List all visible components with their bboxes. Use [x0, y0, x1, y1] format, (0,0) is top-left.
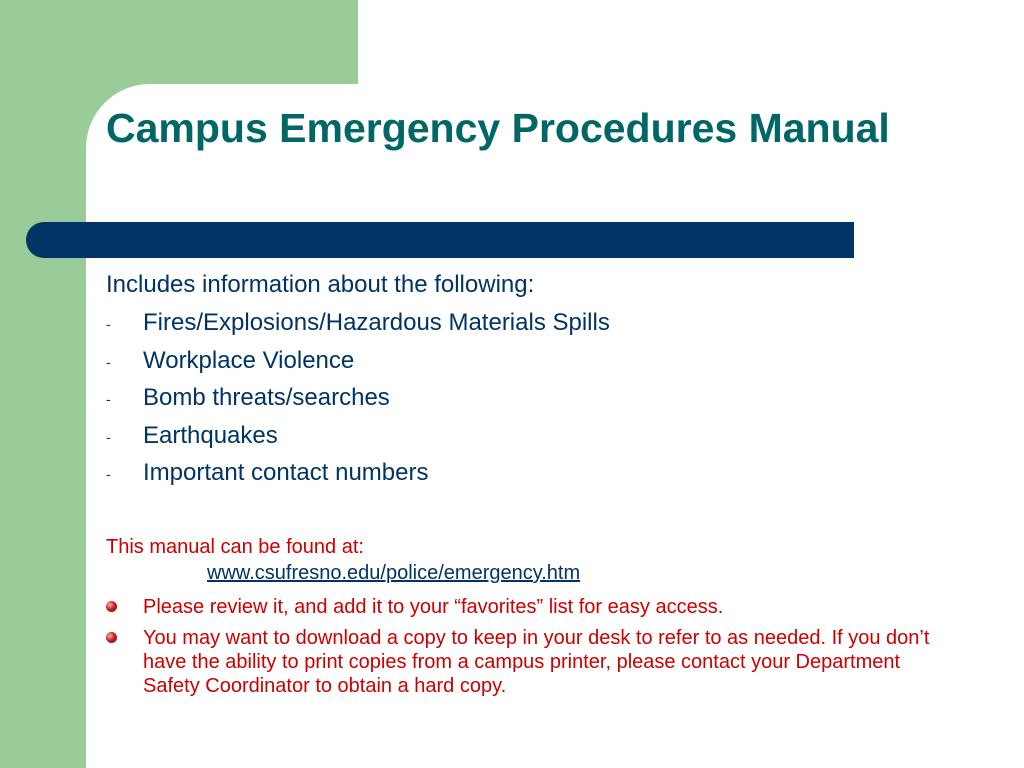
topic-text: Workplace Violence [143, 346, 355, 374]
list-item [106, 384, 610, 422]
list-item [106, 459, 610, 497]
manual-location-text: This manual can be found at: [106, 536, 364, 558]
topic-text: Important contact numbers [143, 459, 429, 486]
topic-text: Bomb threats/searches [143, 384, 390, 411]
list-item [106, 626, 956, 698]
slide-title: Campus Emergency Procedures Manual [106, 105, 890, 151]
note-text: Please review it, and add it to your “favorites” list for easy access. [143, 596, 724, 618]
dash-marker: - [106, 353, 111, 370]
list-item [106, 309, 610, 347]
note-text: You may want to download a copy to keep in your desk to refer to as needed. If you don’t have the ability to print copies from a campus printer, please contact your Department Safety Coordinator to obtain a hard copy. [143, 627, 930, 697]
red-sphere-bullet-icon [106, 601, 117, 612]
list-item [106, 347, 610, 385]
list-item [106, 595, 956, 619]
title-divider-bar [26, 222, 854, 258]
dash-marker: - [106, 428, 111, 445]
topic-text: Earthquakes [143, 421, 278, 449]
dash-marker: - [106, 391, 111, 407]
dash-marker: - [106, 316, 111, 332]
list-item [106, 422, 610, 460]
red-sphere-bullet-icon [106, 632, 117, 643]
manual-url-link[interactable]: www.csufresno.edu/police/emergency.htm [207, 562, 581, 584]
topic-text: Fires/Explosions/Hazardous Materials Spills [143, 309, 610, 336]
intro-text: Includes information about the following: [106, 271, 535, 298]
dash-marker: - [106, 466, 111, 482]
notes-list [106, 595, 956, 705]
topic-list [106, 309, 610, 497]
